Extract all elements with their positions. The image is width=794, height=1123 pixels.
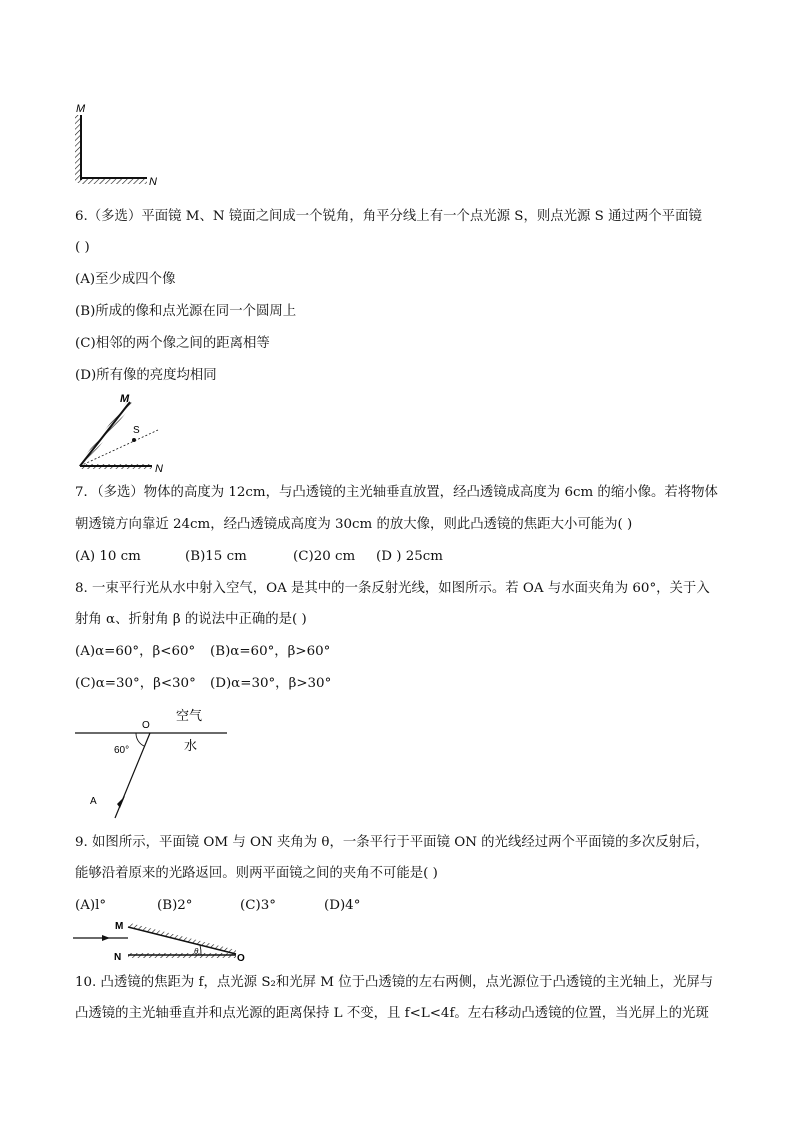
- q8-label-a: A: [90, 796, 97, 807]
- q9-stem-line1: 9. 如图所示，平面镜 OM 与 ON 夹角为 θ，一条平行于平面镜 ON 的光线经过两个平面镜的多次反射后，: [75, 835, 709, 850]
- q10-stem-line1: 10. 凸透镜的焦距为 f，点光源 S₂和光屏 M 位于凸透镜的左右两侧，点光源位于凸透镜的主光轴上，光屏与: [75, 975, 714, 990]
- q8-stem-line2: 射角 α、折射角 β 的说法中正确的是( ): [75, 612, 307, 627]
- q7-option-c: (C)20 cm: [293, 549, 356, 564]
- q6-stem-line1: 6.（多选）平面镜 M、N 镜面之间成一个锐角，角平分线上有一个点光源 S，则点光源 S 通过两个平面镜: [75, 209, 702, 224]
- q9-label-theta: θ: [194, 947, 199, 956]
- q7-stem-line1: 7．（多选）物体的高度为 12cm，与凸透镜的主光轴垂直放置，经凸透镜成高度为 6cm 的缩小像。若将物体: [75, 485, 718, 500]
- label-n: N: [149, 176, 157, 188]
- q6-option-d: (D)所有像的亮度均相同: [75, 368, 217, 383]
- q8-option-a: (A)α=60°，β<60°: [75, 644, 196, 659]
- q6-label-m: M: [120, 393, 130, 405]
- q8-angle-arc: [136, 733, 144, 746]
- q9-mirror-figure: [70, 918, 250, 963]
- q6-option-a: (A)至少成四个像: [75, 272, 176, 287]
- q6-label-n: N: [155, 463, 163, 475]
- q9-label-o: O: [237, 953, 245, 963]
- q9-arrow-head: [102, 935, 110, 941]
- q7-option-d: (D ) 25cm: [376, 549, 443, 564]
- q6-option-c: (C)相邻的两个像之间的距离相等: [75, 336, 270, 351]
- q8-stem-line1: 8. 一束平行光从水中射入空气，OA 是其中的一条反射光线，如图所示。若 OA 与水面夹角为 60°，关于入: [75, 581, 710, 596]
- q8-label-air: 空气: [176, 708, 203, 723]
- q7-option-a: (A) 10 cm: [75, 549, 141, 564]
- q9-mirror-om: [128, 927, 236, 954]
- q6-point-source: [132, 438, 136, 442]
- q9-option-a: (A)l°: [75, 898, 107, 913]
- q6-mirror-figure: [70, 390, 170, 475]
- q8-arrow-head: [117, 796, 125, 808]
- q8-option-d: (D)α=30°，β>30°: [210, 676, 332, 691]
- q8-option-c: (C)α=30°，β<30°: [75, 676, 196, 691]
- q8-label-angle: 60°: [114, 745, 130, 756]
- q8-label-water: 水: [184, 738, 198, 753]
- mirror-figure-top: [70, 100, 170, 190]
- q6-stem-line2: ( ): [75, 240, 90, 255]
- q9-option-d: (D)4°: [324, 898, 361, 913]
- q9-option-b: (B)2°: [157, 898, 193, 913]
- label-m: M: [76, 103, 86, 115]
- q9-stem-line2: 能够沿着原来的光路返回。则两平面镜之间的夹角不可能是( ): [75, 866, 438, 881]
- q8-option-b: (B)α=60°，β>60°: [210, 644, 331, 659]
- q8-label-o: O: [142, 720, 150, 731]
- q7-option-b: (B)15 cm: [185, 549, 247, 564]
- q6-label-s: S: [133, 425, 140, 436]
- q6-option-b: (B)所成的像和点光源在同一个圆周上: [75, 304, 297, 319]
- q7-stem-line2: 朝透镜方向靠近 24cm，经凸透镜成高度为 30cm 的放大像，则此凸透镜的焦距大小可能为( ): [75, 517, 633, 532]
- q10-stem-line2: 凸透镜的主光轴垂直并和点光源的距离保持 L 不变，且 f<L<4f。左右移动凸透镜的位置，当光屏上的光斑: [75, 1006, 709, 1021]
- q9-option-c: (C)3°: [240, 898, 276, 913]
- q9-label-m: M: [115, 921, 124, 932]
- q6-mirror-m: [80, 402, 130, 466]
- q9-label-n: N: [114, 952, 122, 963]
- q8-refraction-figure: [70, 700, 240, 825]
